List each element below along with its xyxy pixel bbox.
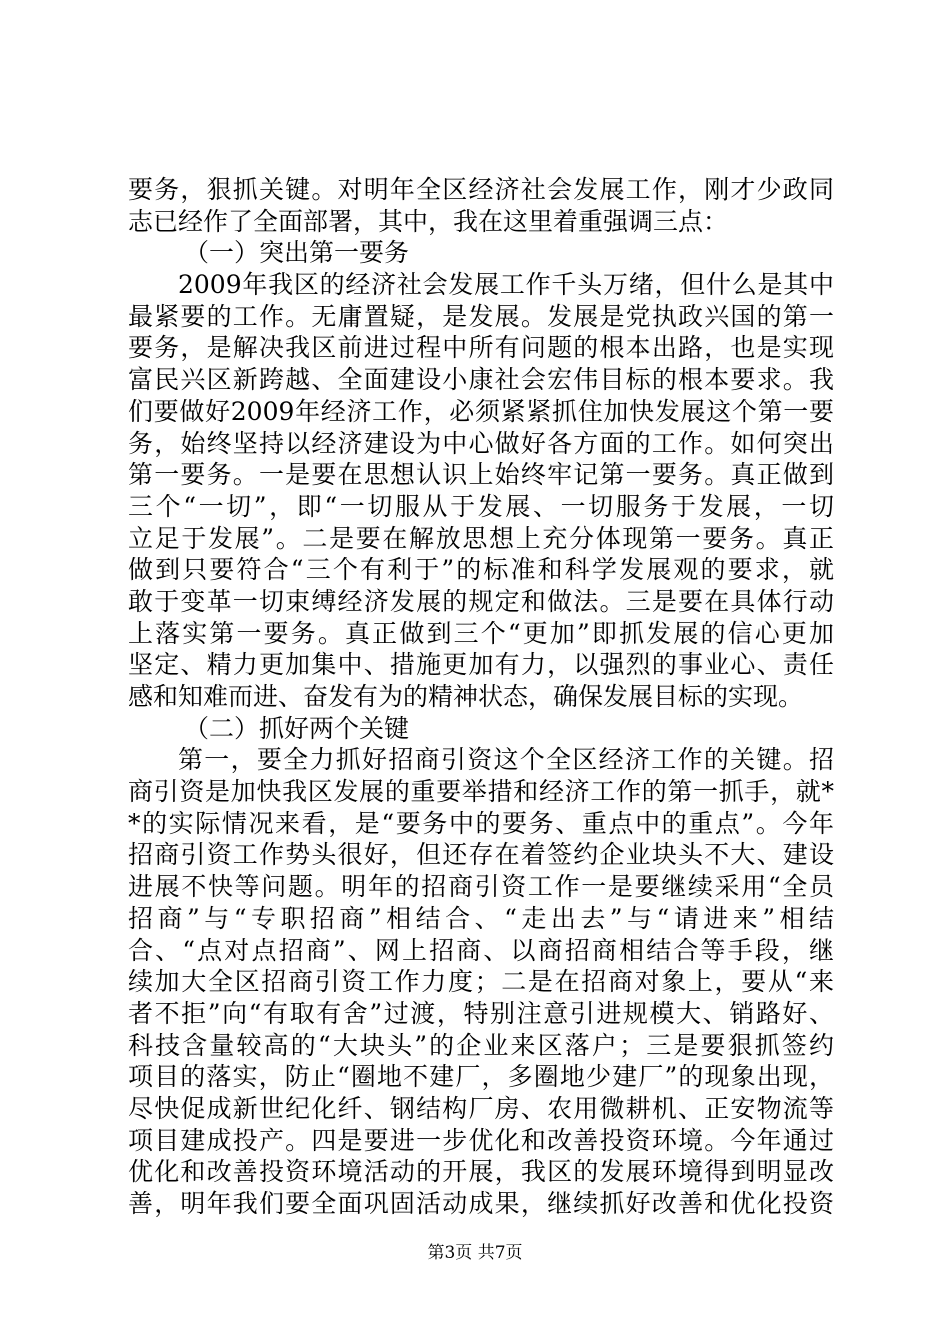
text-line: 科技含量较高的“大块头”的企业来区落户；三是要狠抓签约 [128,1030,834,1060]
text-line: 第一要务。一是要在思想认识上始终牢记第一要务。真正做到 [128,460,834,490]
text-line: 感和知难而进、奋发有为的精神状态，确保发展目标的实现。 [128,682,804,711]
text-line: 2009年我区的经济社会发展工作千头万绪，但什么是其中 [178,270,834,300]
text-line: 们要做好2009年经济工作，必须紧紧抓住加快发展这个第一要 [128,396,834,426]
text-line: 第一，要全力抓好招商引资这个全区经济工作的关键。招 [178,745,834,775]
text-line: 富民兴区新跨越、全面建设小康社会宏伟目标的根本要求。我 [128,365,834,395]
page-number-footer: 第3页 共7页 [427,1243,523,1263]
text-line: 善，明年我们要全面巩固活动成果，继续抓好改善和优化投资 [128,1189,834,1218]
text-line: 招商引资工作势头很好，但还存在着签约企业块头不大、建设 [128,840,834,870]
text-line: 优化和改善投资环境活动的开展，我区的发展环境得到明显改 [128,1157,834,1187]
document-body [128,174,834,1220]
text-line: 项目的落实，防止“圈地不建厂，多圈地少建厂”的现象出现， [128,1062,834,1092]
text-line: 者不拒”向“有取有舍”过渡，特别注意引进规模大、销路好、 [128,998,834,1028]
text-line: 务，始终坚持以经济建设为中心做好各方面的工作。如何突出 [128,428,834,458]
section-heading: （二）抓好两个关键 [184,713,410,743]
text-line: 续加大全区招商引资工作力度；二是在招商对象上，要从“来 [128,967,834,997]
text-line: 商引资是加快我区发展的重要举措和经济工作的第一抓手，就* [128,777,834,807]
text-line: 敢于变革一切束缚经济发展的规定和做法。三是要在具体行动 [128,586,834,616]
text-line: 做到只要符合“三个有利于”的标准和科学发展观的要求，就 [128,555,834,585]
text-line: 最紧要的工作。无庸置疑，是发展。发展是党执政兴国的第一 [128,301,834,331]
text-line: 进展不快等问题。明年的招商引资工作一是要继续采用“全员 [128,872,834,902]
text-line: 合、“点对点招商”、网上招商、以商招商相结合等手段，继 [128,935,834,965]
text-line: 志已经作了全面部署，其中，我在这里着重强调三点： [128,206,729,236]
text-line: 三个“一切”，即“一切服从于发展、一切服务于发展，一切 [128,491,834,521]
text-line: 尽快促成新世纪化纤、钢结构厂房、农用微耕机、正安物流等 [128,1093,834,1123]
text-line: 要务，是解决我区前进过程中所有问题的根本出路，也是实现 [128,333,834,363]
text-line: 要务，狠抓关键。对明年全区经济社会发展工作，刚才少政同 [128,175,834,204]
text-line: 项目建成投产。四是要进一步优化和改善投资环境。今年通过 [128,1125,834,1155]
text-line: 上落实第一要务。真正做到三个“更加”即抓发展的信心更加 [128,618,834,648]
section-heading: （一）突出第一要务 [184,238,410,268]
text-line: 坚定、精力更加集中、措施更加有力，以强烈的事业心、责任 [128,650,834,680]
text-line: 立足于发展”。二是要在解放思想上充分体现第一要务。真正 [128,523,834,553]
text-line: 招商”与“专职招商”相结合、“走出去”与“请进来”相结 [128,903,834,933]
text-line: *的实际情况来看，是“要务中的要务、重点中的重点”。今年 [128,808,834,838]
